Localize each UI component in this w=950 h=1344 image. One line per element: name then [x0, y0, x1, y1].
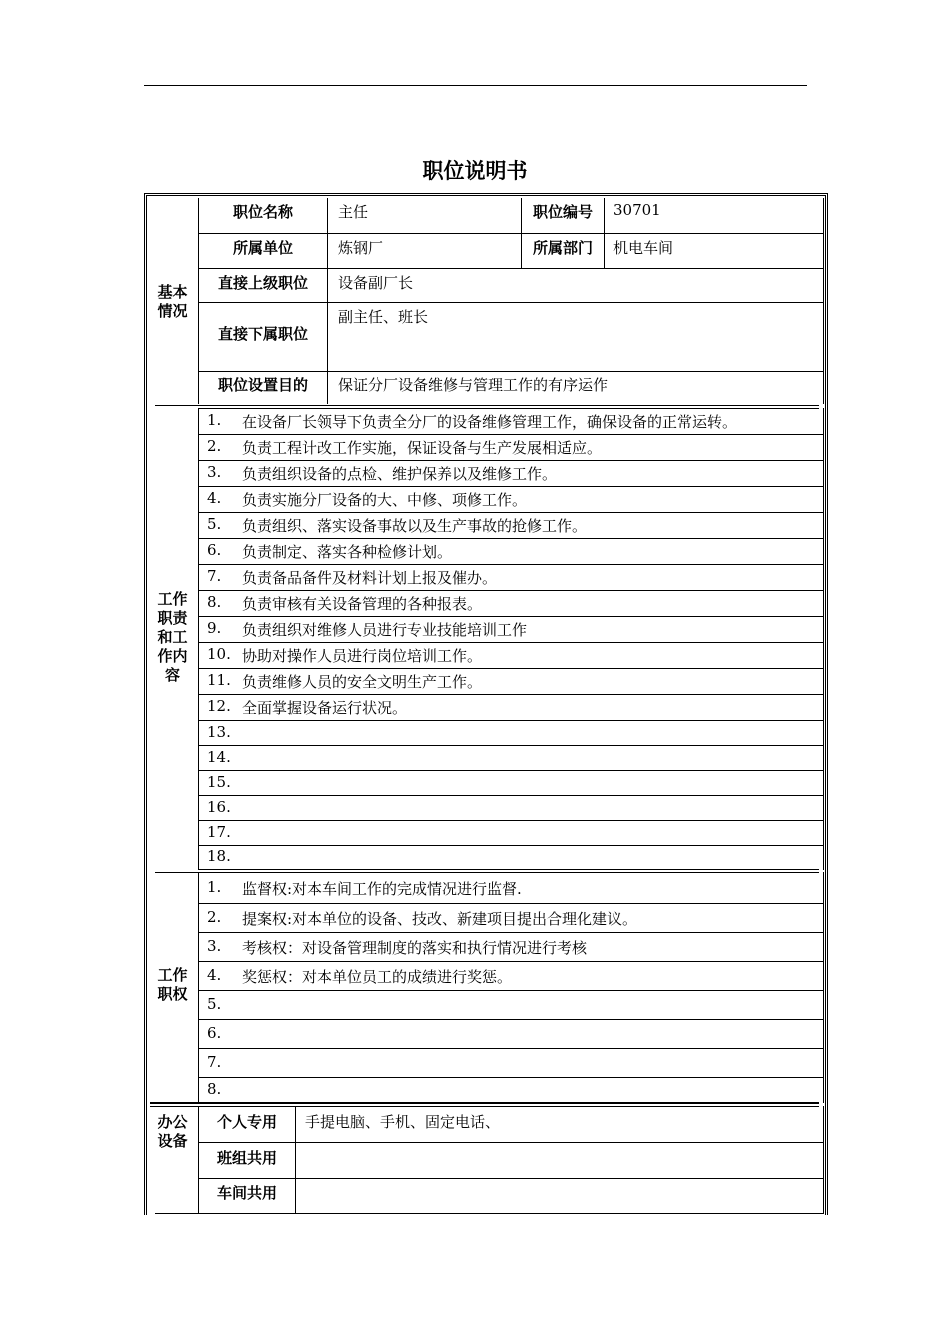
row-text: 负责组织、落实设备事故以及生产事故的抢修工作。	[242, 517, 588, 535]
row-text: 监督权:对本车间工作的完成情况进行监督.	[242, 880, 522, 898]
grid-line	[198, 990, 823, 991]
grid-line	[198, 668, 823, 669]
grid-line	[823, 1106, 824, 1214]
grid-line	[198, 302, 823, 303]
row-number: 6.	[207, 541, 222, 559]
row-text: 负责审核有关设备管理的各种报表。	[242, 595, 483, 613]
grid-line	[198, 590, 823, 591]
row-text: 在设备厂长领导下负责全分厂的设备维修管理工作，确保设备的正常运转。	[242, 413, 738, 431]
grid-line	[198, 770, 823, 771]
grid-line	[198, 512, 823, 513]
position-name-label: 职位名称	[232, 203, 293, 221]
section-label-equipment: 办公 设备	[157, 1113, 188, 1150]
team-equipment-label: 班组共用	[216, 1149, 277, 1167]
section-divider	[198, 869, 819, 873]
superior-value: 设备副厂长	[338, 274, 414, 292]
grid-line	[198, 694, 823, 695]
row-number: 9.	[207, 619, 222, 637]
row-text: 负责组织设备的点检、维护保养以及维修工作。	[242, 465, 558, 483]
row-text: 负责实施分厂设备的大、中修、项修工作。	[242, 491, 528, 509]
superior-label: 直接上级职位	[217, 274, 308, 292]
grid-line	[198, 408, 199, 870]
row-text: 负责制定、落实各种检修计划。	[242, 543, 453, 561]
grid-line	[295, 1106, 296, 1214]
row-number: 3.	[207, 937, 222, 955]
grid-line	[198, 1048, 823, 1049]
grid-line	[198, 795, 823, 796]
header-rule	[144, 85, 807, 86]
position-code-value: 30701	[613, 201, 661, 219]
row-number: 3.	[207, 463, 222, 481]
section-label-duties: 工作 职责 和工 作内 容	[157, 590, 188, 684]
row-text: 奖惩权：对本单位员工的成绩进行奖惩。	[242, 968, 513, 986]
grid-line	[198, 538, 823, 539]
row-text: 负责工程计改工作实施，保证设备与生产发展相适应。	[242, 439, 603, 457]
row-text: 负责备品备件及材料计划上报及催办。	[242, 569, 498, 587]
section-divider	[198, 405, 819, 409]
grid-line	[198, 720, 823, 721]
grid-line	[198, 434, 823, 435]
grid-line	[198, 745, 823, 746]
grid-line	[198, 268, 823, 269]
row-number: 8.	[207, 1080, 222, 1098]
page-title: 职位说明书	[422, 159, 528, 183]
row-text: 负责维修人员的安全文明生产工作。	[242, 673, 483, 691]
grid-line	[198, 845, 823, 846]
purpose-label: 职位设置目的	[217, 376, 308, 394]
personal-equipment-value: 手提电脑、手机、固定电话、	[305, 1113, 501, 1131]
section-divider	[155, 872, 198, 873]
row-number: 7.	[207, 567, 222, 585]
row-number: 1.	[207, 411, 222, 429]
subordinate-value: 副主任、班长	[338, 308, 429, 326]
unit-value: 炼钢厂	[338, 239, 384, 257]
row-number: 8.	[207, 593, 222, 611]
grid-line	[198, 1019, 823, 1020]
row-number: 5.	[207, 515, 222, 533]
row-number: 2.	[207, 437, 222, 455]
section-label-authority: 工作 职权	[157, 966, 188, 1003]
position-name-value: 主任	[338, 203, 369, 221]
grid-line	[198, 460, 823, 461]
workshop-equipment-label: 车间共用	[216, 1184, 277, 1202]
grid-line	[198, 233, 823, 234]
grid-line	[198, 961, 823, 962]
personal-equipment-label: 个人专用	[216, 1113, 277, 1131]
position-code-label: 职位编号	[532, 203, 593, 221]
row-text: 考核权：对设备管理制度的落实和执行情况进行考核	[242, 939, 588, 957]
row-number: 4.	[207, 966, 222, 984]
grid-line	[198, 872, 199, 1103]
row-text: 协助对操作人员进行岗位培训工作。	[242, 647, 483, 665]
grid-line	[198, 903, 823, 904]
grid-line	[823, 198, 824, 404]
section-divider	[155, 405, 198, 406]
row-number: 10.	[207, 645, 231, 663]
grid-line	[823, 872, 824, 1103]
grid-line	[198, 1077, 823, 1078]
row-number: 18.	[207, 847, 231, 865]
grid-line	[155, 1213, 823, 1214]
section-divider	[150, 1102, 819, 1107]
row-number: 16.	[207, 798, 231, 816]
row-number: 14.	[207, 748, 231, 766]
row-number: 1.	[207, 878, 222, 896]
row-number: 17.	[207, 823, 231, 841]
grid-line	[198, 616, 823, 617]
row-text: 负责组织对维修人员进行专业技能培训工作	[242, 621, 528, 639]
grid-line	[198, 564, 823, 565]
grid-line	[198, 371, 823, 372]
grid-line	[327, 198, 328, 404]
grid-line	[198, 1178, 823, 1179]
row-text: 提案权:对本单位的设备、技改、新建项目提出合理化建议。	[242, 910, 638, 928]
row-number: 11.	[207, 671, 231, 689]
row-text: 全面掌握设备运行状况。	[242, 699, 408, 717]
row-number: 5.	[207, 995, 222, 1013]
row-number: 15.	[207, 773, 231, 791]
grid-line	[198, 486, 823, 487]
department-value: 机电车间	[613, 239, 674, 257]
section-label-basic: 基本 情况	[157, 283, 188, 320]
row-number: 12.	[207, 697, 231, 715]
grid-line	[198, 820, 823, 821]
grid-line	[198, 1142, 823, 1143]
grid-line	[198, 642, 823, 643]
row-number: 13.	[207, 723, 231, 741]
unit-label: 所属单位	[232, 239, 293, 257]
department-label: 所属部门	[532, 239, 593, 257]
grid-line	[823, 408, 824, 870]
row-number: 2.	[207, 908, 222, 926]
subordinate-label: 直接下属职位	[217, 325, 308, 343]
row-number: 6.	[207, 1024, 222, 1042]
row-number: 4.	[207, 489, 222, 507]
row-number: 7.	[207, 1053, 222, 1071]
purpose-value: 保证分厂设备维修与管理工作的有序运作	[338, 376, 609, 394]
grid-line	[198, 932, 823, 933]
